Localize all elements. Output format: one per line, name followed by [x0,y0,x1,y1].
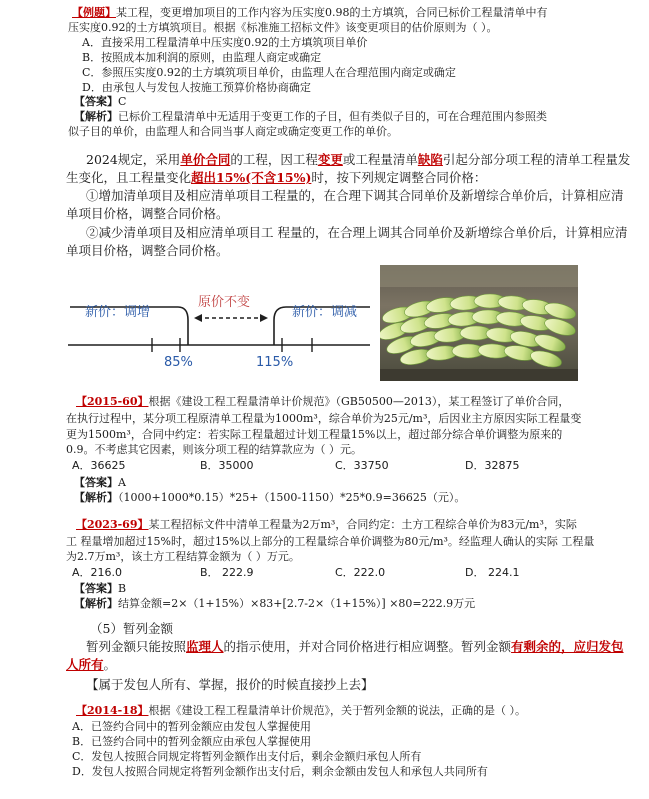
arrow-left-head [194,314,202,322]
example-1-stem-line-1: 【例题】某工程，变更增加项目的工作内容为压实度0.98的土方填筑，合同已标价工程量清单中有 [72,6,548,19]
example-tag: 【2014-18】 [76,704,149,717]
option-c: C．参照压实度0.92的土方填筑项目单价，由监理人在合理范围内商定或确定 [82,66,456,79]
rule-line-5: ②减少清单项目及相应清单项目工 程量的，在合理上调其合同单价及新增综合单价后，计算相应清 [86,225,628,240]
example-tag: 【例题】 [72,6,116,19]
example-4-stem-line-1: 【2014-18】根据《建设工程工程量清单计价规范》，关于暂列金额的说法，正确的是（ ）。 [76,704,526,717]
option-b: B． 222.9 [200,566,254,579]
rule-line-3: ①增加清单项目及相应清单项目工程量的，在合理下调其合同单价及新增综合单价后，计算相应清 [86,188,624,203]
example-1-stem-line-2: 压实度0.92的土方填筑项目。根据《标准施工招标文件》该变更项目的估价原则为（ ）。 [68,21,498,34]
option-d: D．32875 [465,459,520,472]
example-tag: 【2015-60】 [76,395,149,408]
pct-115-label: 115% [256,355,294,370]
answer-value: B [118,582,127,595]
option-c: C．发包人按照合同规定将暂列金额作出支付后，剩余金额归承包人所有 [72,750,422,763]
highlight-remaining: 有剩余的，应归发包 [511,639,624,654]
option-a: A．已签约合同中的暂列金额应由发包人掌握使用 [72,720,311,733]
answer-value: C [118,95,127,108]
highlight-defect: 缺陷 [417,152,443,167]
right-new-price-label: 新价：调减 [292,305,358,320]
example-3-stem-line-3: 为2.7万m³，该土方工程结算金额为（ ）万元。 [66,550,300,563]
provisional-line-2: 人所有。 [66,657,117,672]
left-new-price-label: 新价：调增 [85,305,151,320]
example-3-stem-line-1: 【2023-69】某工程招标文件中清单工程量为2万m³，合同约定：土方工程综合单价为83元/m³，实际 [76,518,577,531]
highlight-threshold: 超出15%(不含15%) [191,170,312,185]
option-d: D． 224.1 [465,566,520,579]
example-2-stem-line-4: 0.9。不考虑其它因素，则该分项工程的结算款应为（ ）元。 [66,443,362,456]
example-2-stem-line-3: 更为1500m³，合同中约定：若实际工程量超过计划工程量15%以上，超过部分综合单价调整为原来的 [66,428,563,441]
rule-line-1: 2024规定，采用单价合同的工程，因工程变更或工程量清单缺陷引起分部分项工程的清单工程量发 [86,152,631,167]
option-c: C．222.0 [335,566,386,579]
rule-line-6: 单项目价格，调整合同价格。 [66,243,229,258]
example-3-stem-line-2: 工 程量增加超过15%时，超过15%以上部分的工程量综合单价调整为80元/m³。经监理人确认的实际 工程量 [66,535,595,548]
analysis-line-2: 似子目的单价，由监理人和合同当事人商定或确定变更工作的单价。 [68,125,398,138]
option-b: B．35000 [200,459,254,472]
highlight-unit-price-contract: 单价合同 [180,152,231,167]
price-adjustment-diagram [60,272,378,372]
mid-original-price-label: 原价不变 [198,295,251,310]
option-c: C．33750 [335,459,389,472]
rule-line-2: 生变化，且工程量变化超出15%(不含15%)时，按下列规定调整合同价格： [66,170,487,185]
cabbage-photo [380,265,578,381]
example-tag: 【2023-69】 [76,518,149,531]
highlight-supervisor: 监理人 [186,639,224,654]
option-a: A．216.0 [72,566,123,579]
option-b: B．按照成本加利润的原则，由监理人商定或确定 [82,51,322,64]
answer-line: 【答案】C [74,95,127,108]
section-heading: （5）暂列金额 [90,621,173,636]
arrow-right-head [260,314,268,322]
option-a: A．直接采用工程量清单中压实度0.92的土方填筑项目单价 [82,36,368,49]
highlight-owner: 人所有 [66,657,104,672]
answer-line: 【答案】A [74,476,126,489]
highlight-change: 变更 [317,152,343,167]
analysis-line-1: 【解析】已标价工程量清单中无适用于变更工作的子目，但有类似子目的，可在合理范围内参照类 [74,110,547,123]
answer-line: 【答案】B [74,582,127,595]
analysis-line: 【解析】结算金额=2×（1+15%）×83+[2.7-2×（1+15%）] ×80=222.9万元 [74,597,476,610]
provisional-note: 【属于发包人所有、掌握，报价的时候直接抄上去】 [86,677,374,692]
option-d: D．发包人按照合同规定将暂列金额作出支付后，剩余金额由发包人和承包人共同所有 [72,765,488,778]
answer-value: A [118,476,126,489]
pct-85-label: 85% [164,355,193,370]
provisional-line-1: 暂列金额只能按照监理人的指示使用，并对合同价格进行相应调整。暂列金额有剩余的，应归发包 [86,639,624,654]
analysis-line: 【解析】（1000+1000*0.15）*25+（1500-1150）*25*0.9=36625（元）。 [74,491,466,504]
example-2-stem-line-2: 在执行过程中，某分项工程原清单工程量为1000m³，综合单价为25元/m³，后因业主方原因实际工程量变 [66,412,582,425]
example-2-stem-line-1: 【2015-60】根据《建设工程工程量清单计价规范》（GB50500—2013），某工程签订了单价合同， [76,395,570,408]
option-b: B．已签约合同中的暂列金额应由承包人掌握使用 [72,735,312,748]
rule-line-4: 单项目价格，调整合同价格。 [66,206,229,221]
cabbage-photo-svg [380,265,578,381]
diagram-svg [60,272,378,372]
option-d: D．由承包人与发包人按施工预算价格协商确定 [82,81,311,94]
option-a: A．36625 [72,459,126,472]
